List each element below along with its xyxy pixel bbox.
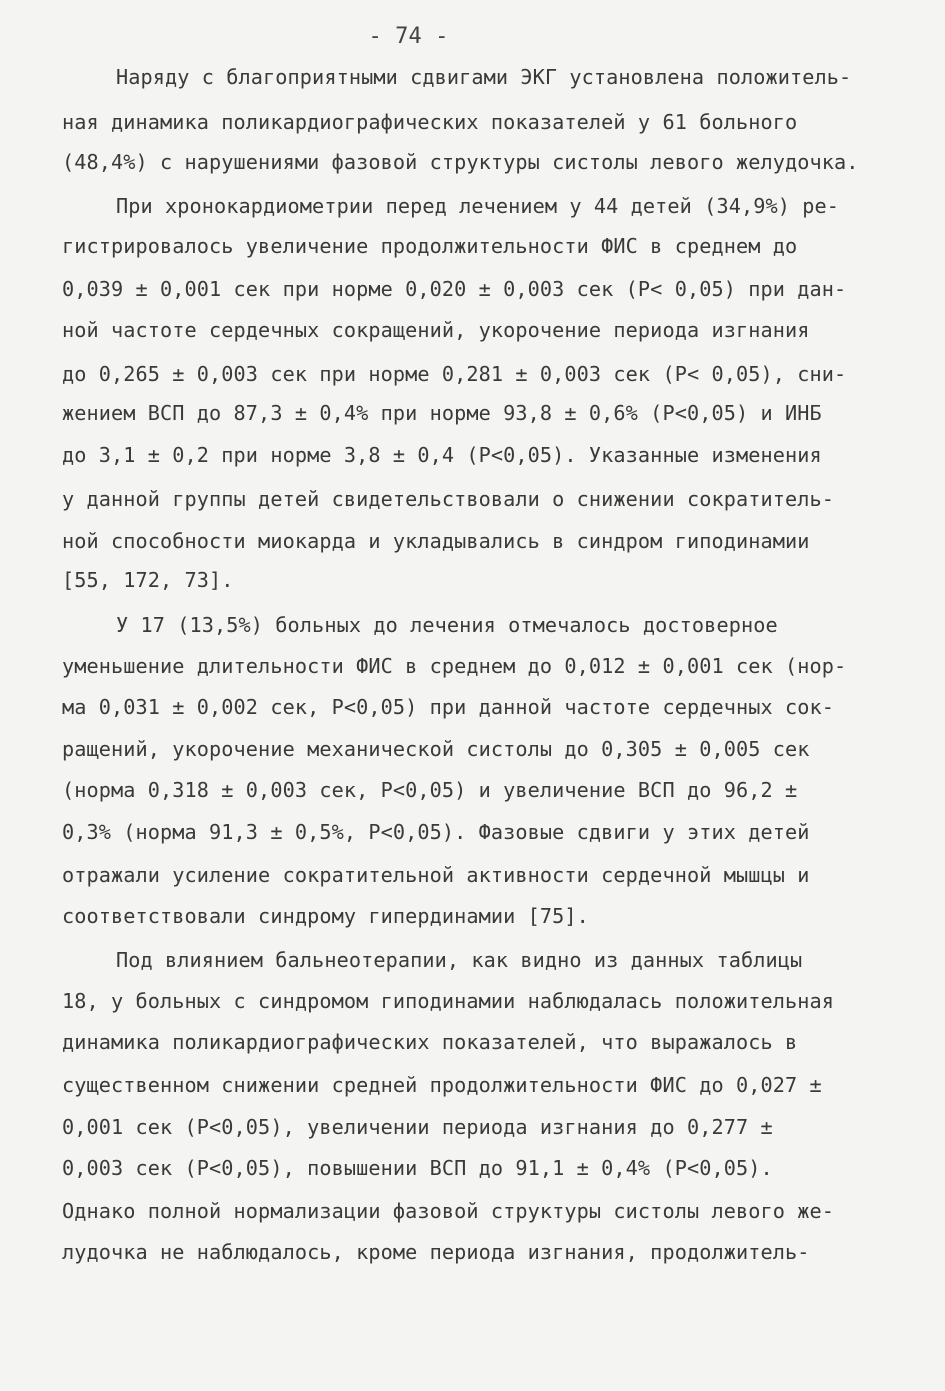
text-line: ной частоте сердечных сокращений, укорочение периода изгнания	[62, 318, 810, 342]
text-line: 0,039 ± 0,001 сек при норме 0,020 ± 0,003 сек (P< 0,05) при дан-	[62, 277, 847, 301]
text-line: 0,3% (норма 91,3 ± 0,5%, P<0,05). Фазовые сдвиги у этих детей	[62, 820, 810, 844]
text-line: до 3,1 ± 0,2 при норме 3,8 ± 0,4 (P<0,05). Указанные изменения	[62, 443, 822, 467]
text-line: ма 0,031 ± 0,002 сек, P<0,05) при данной частоте сердечных сок-	[62, 695, 834, 719]
text-line: существенном снижении средней продолжительности ФИС до 0,027 ±	[62, 1073, 822, 1097]
text-line: Однако полной нормализации фазовой структуры систолы левого же-	[62, 1199, 834, 1223]
text-line: [55, 172, 73].	[62, 568, 234, 592]
text-line: Наряду с благоприятными сдвигами ЭКГ установлена положитель-	[116, 65, 852, 89]
text-line: жением ВСП до 87,3 ± 0,4% при норме 93,8 ± 0,6% (P<0,05) и ИНБ	[62, 401, 822, 425]
text-line: Под влиянием бальнеотерапии, как видно из данных таблицы	[116, 948, 803, 972]
text-line: 18, у больных с синдромом гиподинамии наблюдалась положительная	[62, 989, 834, 1013]
text-line: ной способности миокарда и укладывались в синдром гиподинамии	[62, 529, 810, 553]
page-number: - 74 -	[368, 24, 449, 49]
text-line: лудочка не наблюдалось, кроме периода изгнания, продолжитель-	[62, 1240, 810, 1264]
text-line: уменьшение длительности ФИС в среднем до 0,012 ± 0,001 сек (нор-	[62, 654, 847, 678]
text-line: (норма 0,318 ± 0,003 сек, P<0,05) и увеличение ВСП до 96,2 ±	[62, 778, 798, 802]
text-line: отражали усиление сократительной активности сердечной мышцы и	[62, 863, 810, 887]
text-line: до 0,265 ± 0,003 сек при норме 0,281 ± 0,003 сек (P< 0,05), сни-	[62, 362, 847, 386]
text-line: 0,003 сек (P<0,05), повышении ВСП до 91,1 ± 0,4% (P<0,05).	[62, 1156, 773, 1180]
text-line: 0,001 сек (P<0,05), увеличении периода изгнания до 0,277 ±	[62, 1115, 773, 1139]
text-line: динамика поликардиографических показателей, что выражалось в	[62, 1030, 798, 1054]
text-line: у данной группы детей свидетельствовали о снижении сократитель-	[62, 487, 834, 511]
text-line: соответствовали синдрому гипердинамии [75].	[62, 904, 589, 928]
text-line: ращений, укорочение механической систолы до 0,305 ± 0,005 сек	[62, 737, 810, 761]
text-line: ная динамика поликардиографических показателей у 61 больного	[62, 110, 798, 134]
text-line: При хронокардиометрии перед лечением у 44 детей (34,9%) ре-	[116, 194, 839, 218]
text-line: У 17 (13,5%) больных до лечения отмечалось достоверное	[116, 613, 778, 637]
text-line: (48,4%) с нарушениями фазовой структуры систолы левого желудочка.	[62, 150, 859, 174]
text-line: гистрировалось увеличение продолжительности ФИС в среднем до	[62, 234, 798, 258]
